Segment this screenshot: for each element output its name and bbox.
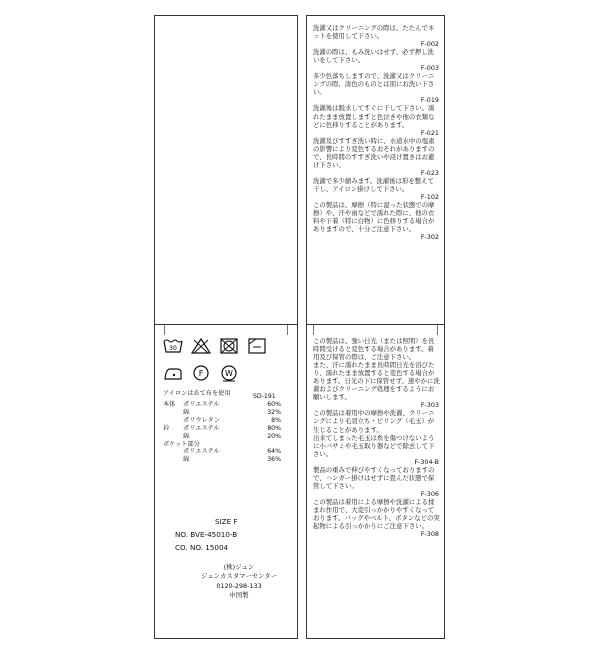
note-code: F-023 [420, 168, 439, 177]
customer-phone: 0120-298-133 [216, 581, 262, 590]
size-label: SIZE F [215, 517, 238, 526]
dry-clean-letter: F [198, 369, 204, 378]
fiber-row [163, 433, 281, 441]
fiber-material: 綿 [183, 408, 190, 416]
fiber-material: ポリエステル [183, 424, 220, 432]
note-code: F-308 [420, 530, 439, 539]
fiber-material: ポリエステル [183, 401, 220, 408]
note-text: 洗濯の際は、もみ洗いはせず、必ず押し洗いをして下さい。 [313, 48, 434, 65]
fiber-material: ポリウレタン [183, 416, 220, 424]
line-dry-shade-icon [247, 337, 267, 355]
company-info [195, 563, 283, 601]
care-notes [313, 24, 440, 241]
no-bleach-icon [191, 337, 211, 355]
customer-center: ジュンカスタマーセンター [200, 572, 278, 581]
fiber-row [163, 448, 281, 456]
fiber-material: 綿 [183, 432, 190, 440]
note-text: この製品は着用による摩擦や洗濯による揉まれ作用で、大変引っかかりやすくなっております。バッグやベルト、ボタンなどの突起物による引っかかりにご注意下さい。 [313, 497, 440, 531]
fiber-material: ポリエステル [183, 448, 220, 456]
fiber-composition [163, 401, 281, 464]
no-tumble-dry-icon [219, 337, 239, 355]
model-number: NO. BVE-45010-B [175, 530, 238, 539]
dry-clean-f-icon [191, 364, 211, 382]
note-code: F-304-B [414, 457, 439, 466]
fiber-percent: 8% [271, 416, 281, 424]
co-number: CO. NO. 15004 [175, 543, 229, 552]
wet-clean-w-icon [219, 364, 239, 382]
note-code: F-102 [420, 192, 439, 201]
country-of-origin: 中国製 [229, 591, 249, 600]
fiber-row [163, 417, 281, 425]
pocket-section-title: ポケット部分 [163, 440, 200, 448]
note-text: また、汗に濡れたまま長時間日光を浴びたり、濡れたまま放置すると変色する場合があります。日光の下に保管せず、速やかに洗濯およびクリーニング処理をするようにお願いします。 [313, 361, 440, 402]
fiber-material: 綿 [183, 456, 190, 464]
company-name: (株)ジュン [223, 563, 255, 571]
care-notes [313, 337, 440, 538]
note-text: 洗濯後は脱水してすぐに干して下さい。濡れたまま放置しますと色泣きや他の衣類などに色移りすることがあります。 [313, 104, 435, 129]
fiber-row [163, 401, 281, 409]
stitch-guide [287, 325, 288, 335]
fiber-percent: 20% [267, 432, 281, 440]
fiber-row [163, 456, 281, 464]
note-text: 出来てしまった毛玉は糸を傷つけないように小バサミや毛玉取り器などで除去して下さい。 [313, 433, 435, 458]
note-text: 多少色落ちしますので、洗濯又はクリーニングの際、淡色のものとは別にお洗い下さい。 [313, 72, 435, 97]
fiber-row [163, 425, 281, 433]
note-code: F-002 [420, 40, 439, 49]
note-code: F-302 [420, 233, 439, 242]
stitch-guide [164, 325, 165, 335]
note-text: この製品は着用中の摩擦や洗濯、クリーニングにより毛羽立ち・ピリング（毛玉）が生じることがあります。 [313, 409, 435, 434]
product-ids [175, 515, 238, 554]
note-code: F-306 [420, 489, 439, 498]
iron-note: アイロンはあて布を使用 [163, 390, 231, 397]
note-text: 洗濯及びすすぎ洗い時に、水道水中の塩素の影響により変色するおそれがありますので、長時間のすすぎ洗いや浸け置きはお避け下さい。 [313, 136, 435, 169]
iron-low-icon [163, 364, 183, 382]
tag-left-bottom [154, 324, 298, 639]
tag-right-bottom [306, 324, 445, 639]
fiber-percent: 60% [267, 401, 281, 408]
fiber-row [163, 409, 281, 417]
note-text: この製品は、摩擦（特に湿った状態での摩擦）や、汗や雨などで濡れた際に、他の衣料や下着（特に白物）に色移りする場合がありますので、十分ご注意下さい。 [313, 201, 435, 234]
fiber-part: 本体 [163, 401, 176, 408]
fiber-percent: 32% [267, 408, 281, 416]
wet-clean-letter: W [225, 369, 233, 378]
note-code: F-021 [420, 128, 439, 137]
note-text: 製品の重みで伸びやすくなっておりますので、ハンガー掛けはせずに畳んだ状態で保管して下さい。 [313, 465, 435, 490]
fiber-percent: 64% [267, 448, 281, 456]
fiber-percent: 80% [267, 424, 281, 432]
note-code: F-003 [420, 64, 439, 73]
stitch-guide [313, 325, 314, 335]
note-text: 洗濯で多少縮みます。洗濯後は形を整えて干し、アイロン掛けして下さい。 [313, 176, 434, 193]
fiber-percent: 36% [267, 456, 281, 464]
note-text: 洗濯又はクリーニングの際は、たたんでネットを使用して下さい。 [313, 24, 435, 41]
tag-left-top [154, 15, 298, 326]
tag-right-top [306, 15, 445, 326]
note-text: この製品は、強い日光（または照明）を長時間受けると変色する場合があります。着用及び保管の際は、ご注意下さい。 [313, 337, 435, 362]
fiber-part: 衿 [163, 424, 170, 432]
hand-wash-30-icon [163, 337, 183, 355]
note-code: F-019 [420, 96, 439, 105]
standard-code: SD-191 [253, 393, 276, 400]
wash-temp-label: 30 [169, 345, 177, 352]
stitch-guide [437, 325, 438, 335]
care-symbols [163, 337, 273, 391]
note-code: F-303 [420, 401, 439, 410]
